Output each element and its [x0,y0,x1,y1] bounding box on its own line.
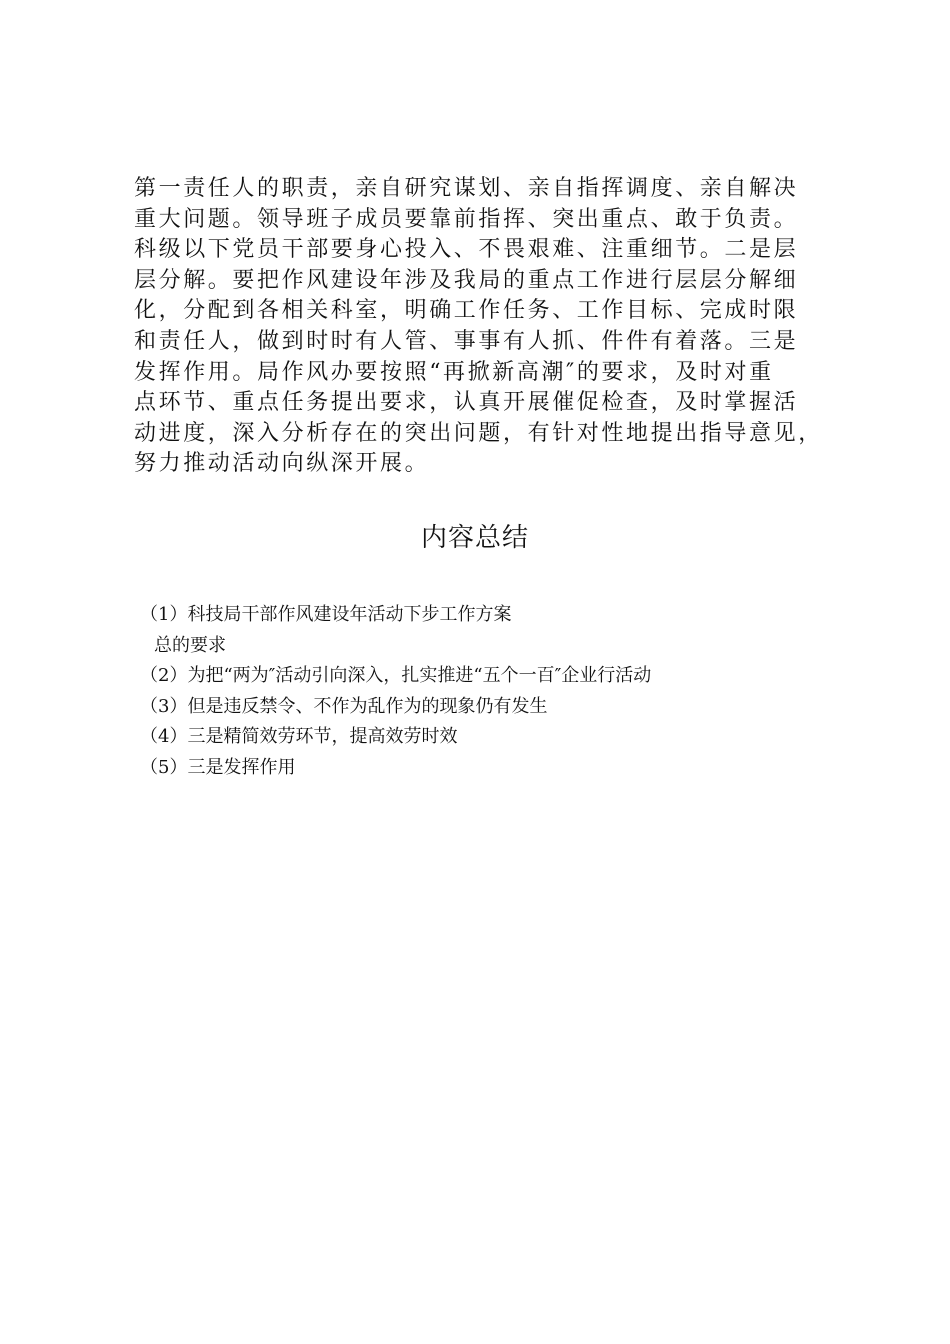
summary-item: （3）但是违反禁令、不作为乱作为的现象仍有发生 [140,695,548,717]
summary-item: （2）为把“两为″活动引向深入，扎实推进“五个一百″企业行活动 [140,665,652,686]
paragraph-line: 努力推动活动向纵深开展。 [134,451,430,477]
paragraph-line: 科级以下党员干部要身心投入、不畏艰难、注重细节。二是层 [134,237,799,263]
summary-item: 总的要求 [154,634,226,656]
paragraph-line: 化，分配到各相关科室，明确工作任务、工作目标、完成时限 [134,298,799,324]
paragraph-line: 重大问题。领导班子成员要靠前指挥、突出重点、敢于负责。 [134,206,799,232]
paragraph-line: 和责任人，做到时时有人管、事事有人抓、件件有着落。三是 [134,328,799,354]
paragraph-line: 层分解。要把作风建设年涉及我局的重点工作进行层层分解细 [134,267,799,293]
summary-heading: 内容总结 [420,523,529,553]
paragraph-line: 发挥作用。局作风办要按照“再掀新高潮″的要求，及时对重 [134,359,774,385]
summary-item: （5）三是发挥作用 [140,756,296,778]
body-paragraph [134,174,834,480]
summary-item: （4）三是精简效劳环节，提高效劳时效 [140,726,458,747]
summary-item: （1）科技局干部作风建设年活动下步工作方案 [140,604,512,625]
paragraph-line: 动进度，深入分析存在的突出问题，有针对性地提出指导意见， [134,420,823,446]
paragraph-line: 第一责任人的职责，亲自研究谋划、亲自指挥调度、亲自解决 [134,176,799,201]
summary-list [140,600,860,783]
paragraph-line: 点环节、重点任务提出要求，认真开展催促检查，及时掌握活 [134,390,799,416]
